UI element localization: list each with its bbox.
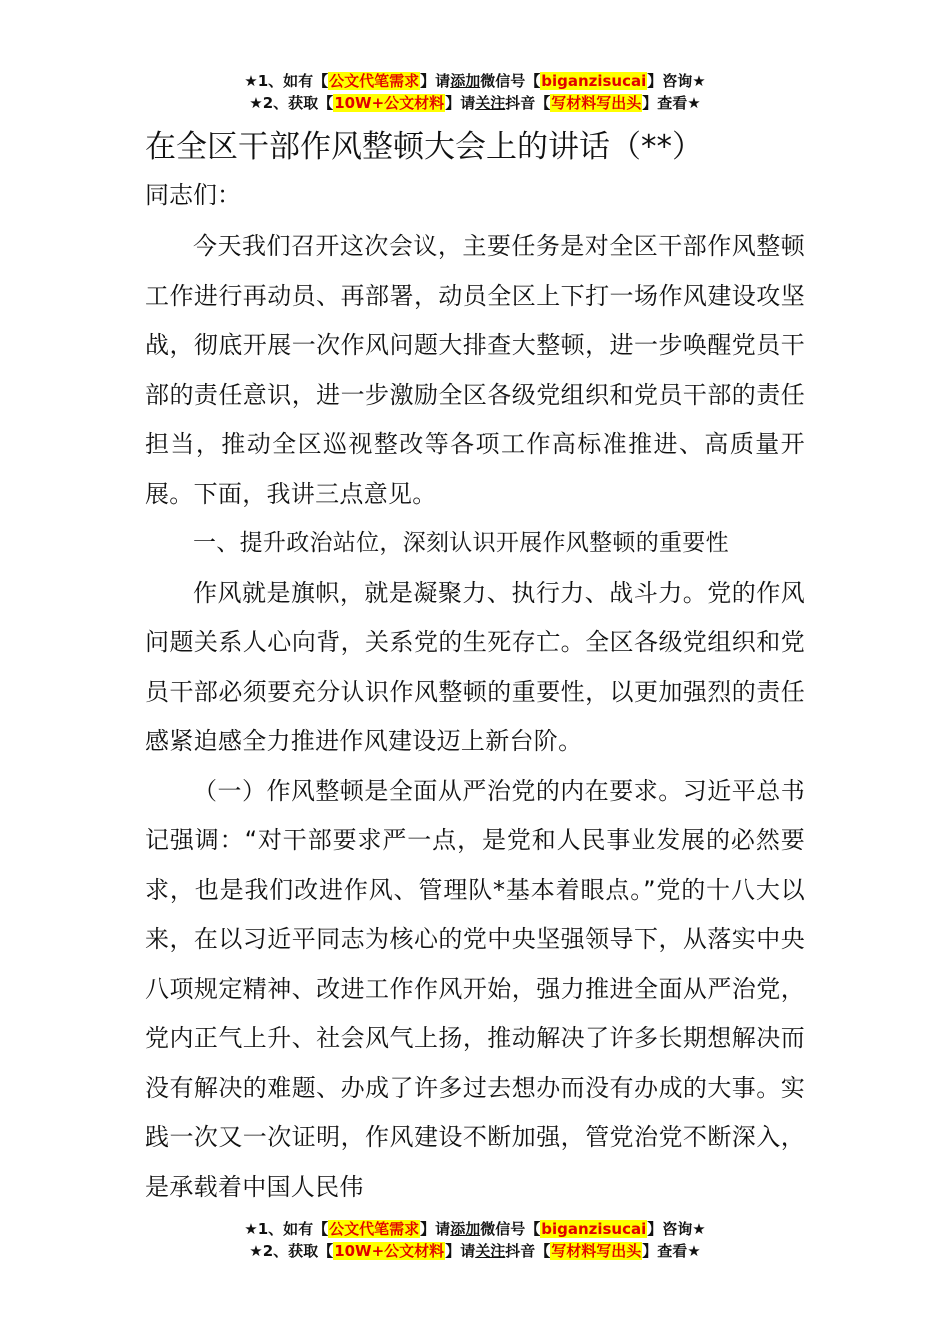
highlight-douyin-account: 写材料写出头 [551, 1242, 642, 1260]
document-title: 在全区干部作风整顿大会上的讲话（**） [145, 129, 703, 165]
promo-text: 】请 [420, 72, 451, 90]
promo-text: 抖音【 [505, 1242, 551, 1260]
paragraph-subsection-1: （一）作风整顿是全面从严治党的内在要求。习近平总书记强调：“对干部要求严一点，是党和人民事业发展的必然要求，也是我们改进作风、管理队*基本着眼点。”党的十八大以来，在以习近平同志为核心的党中央坚强领导下，从落实中央八项规定精神、改进工作作风开始，强力推进全面从严治党，党内正气上升、社会风气上扬，推动解决了许多长期想解决而没有解决的难题、办成了许多过去想办而没有办成的大事。实践一次又一次证明，作风建设不断加强，管党治党不断深入，是承载着中国人民伟 [145, 776, 805, 1201]
highlight-douyin-account: 写材料写出头 [551, 94, 642, 112]
promo-text: 】请 [445, 1242, 476, 1260]
promo-text: 添加 [450, 72, 481, 90]
promo-text: 】请 [445, 94, 476, 112]
highlight-materials: 10W+公文材料 [334, 1242, 445, 1260]
promo-text: 】查看★ [642, 94, 701, 112]
promo-text: ★1、如有【 [244, 72, 329, 90]
promo-line-2 [0, 1240, 950, 1262]
promo-banner-top [0, 70, 950, 114]
document-body [145, 222, 805, 1212]
highlight-materials: 10W+公文材料 [334, 94, 445, 112]
promo-text: 关注 [475, 1242, 506, 1260]
section-heading-1: 一、提升政治站位，深刻认识开展作风整顿的重要性 [193, 530, 729, 556]
promo-text: ★2、获取【 [249, 1242, 334, 1260]
promo-text: 微信号【 [480, 1220, 541, 1238]
salutation: 同志们： [145, 181, 241, 209]
highlight-service: 公文代笔需求 [329, 72, 420, 90]
promo-text: ★1、如有【 [244, 1220, 329, 1238]
promo-text: 】查看★ [642, 1242, 701, 1260]
promo-text: 】请 [420, 1220, 451, 1238]
promo-line-1 [0, 70, 950, 92]
highlight-wechat-id: biganzisucai [541, 1220, 647, 1238]
promo-line-1 [0, 1218, 950, 1240]
promo-text: 添加 [450, 1220, 481, 1238]
highlight-service: 公文代笔需求 [329, 1220, 420, 1238]
paragraph-intro: 今天我们召开这次会议，主要任务是对全区干部作风整顿工作进行再动员、再部署，动员全区上下打一场作风建设攻坚战，彻底开展一次作风问题大排查大整顿，进一步唤醒党员干部的责任意识，进一步激励全区各级党组织和党员干部的责任担当，推动全区巡视整改等各项工作高标准推进、高质量开展。下面，我讲三点意见。 [145, 232, 805, 508]
promo-text: 抖音【 [505, 94, 551, 112]
paragraph-section-1: 作风就是旗帜，就是凝聚力、执行力、战斗力。党的作风问题关系人心向背，关系党的生死存亡。全区各级党组织和党员干部必须要充分认识作风整顿的重要性，以更加强烈的责任感紧迫感全力推进作风建设迈上新台阶。 [145, 578, 805, 755]
highlight-wechat-id: biganzisucai [541, 72, 647, 90]
promo-banner-bottom [0, 1218, 950, 1262]
promo-text: 微信号【 [480, 72, 541, 90]
promo-text: ★2、获取【 [249, 94, 334, 112]
promo-text: 】咨询★ [647, 72, 706, 90]
promo-text: 】咨询★ [647, 1220, 706, 1238]
promo-text: 关注 [475, 94, 506, 112]
promo-line-2 [0, 92, 950, 114]
